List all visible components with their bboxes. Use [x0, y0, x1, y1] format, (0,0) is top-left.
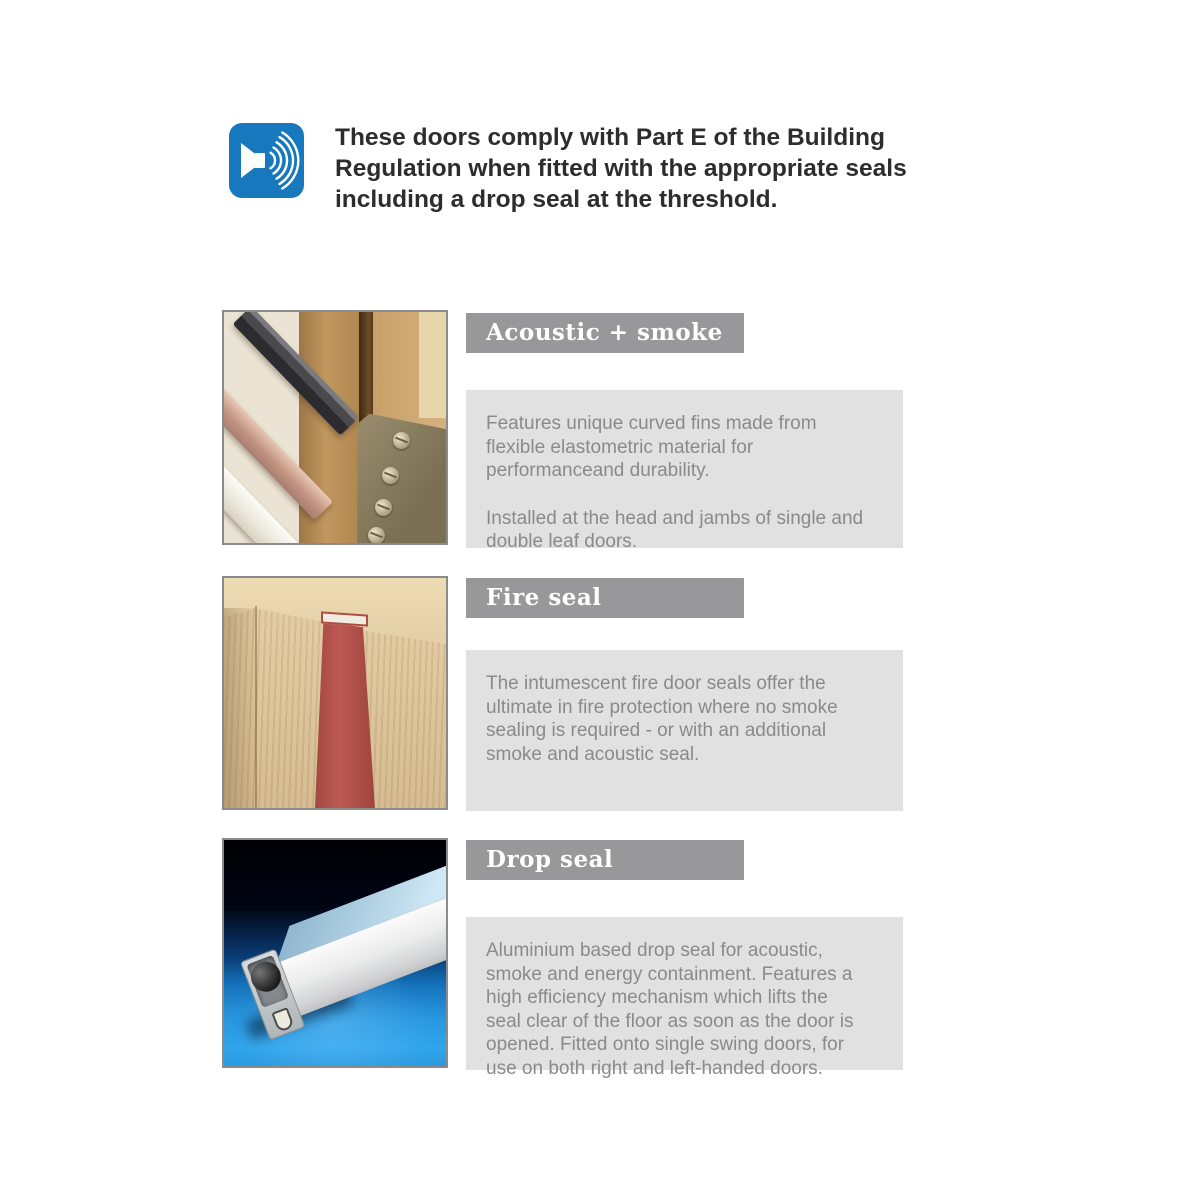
- screw-icon: [375, 499, 392, 516]
- section-body-fire-seal: [466, 650, 903, 811]
- wood-corner-line: [255, 606, 257, 808]
- wood-side-face: [224, 608, 255, 808]
- speaker-glyph: [229, 123, 304, 198]
- drop-seal-photo: [222, 838, 448, 1068]
- screw-icon: [382, 467, 399, 484]
- screw-icon: [368, 527, 385, 544]
- screw-icon: [393, 432, 410, 449]
- fire-seal-photo: [222, 576, 448, 810]
- body-paragraph: The intumescent fire door seals offer the ultimate in fire protection where no smoke sealing is required - or with an additional smoke and acoustic seal.: [486, 673, 838, 765]
- body-paragraph: Features unique curved fins made from flexible elastometric material for performanceand durability.: [486, 413, 817, 481]
- intumescent-seal-strip: [315, 622, 375, 808]
- section-body-drop-seal: [466, 917, 903, 1079]
- section-body-acoustic-smoke-seal: [466, 390, 903, 552]
- section-title-drop-seal: Drop seal: [466, 840, 744, 880]
- section-title-acoustic-smoke-seal: Acoustic + smoke seal: [466, 313, 744, 353]
- section-title-fire-seal: Fire seal: [466, 578, 744, 618]
- acoustic-smoke-seal-photo: [222, 310, 448, 545]
- intro-text: These doors comply with Part E of the Building Regulation when fitted with the appropriate seals including a drop seal at the threshold.: [335, 124, 907, 213]
- frame-highlight: [419, 312, 446, 418]
- body-paragraph: Installed at the head and jambs of single and double leaf doors.: [486, 507, 864, 552]
- acoustic-speaker-icon: [229, 123, 304, 198]
- body-paragraph: Aluminium based drop seal for acoustic, smoke and energy containment. Features a high efficiency mechanism which lifts the seal clear of the floor as soon as the door is opened. Fitted onto single swing doors, for use on both right and left-handed doors.: [486, 940, 854, 1079]
- seal-foot: [271, 1007, 294, 1033]
